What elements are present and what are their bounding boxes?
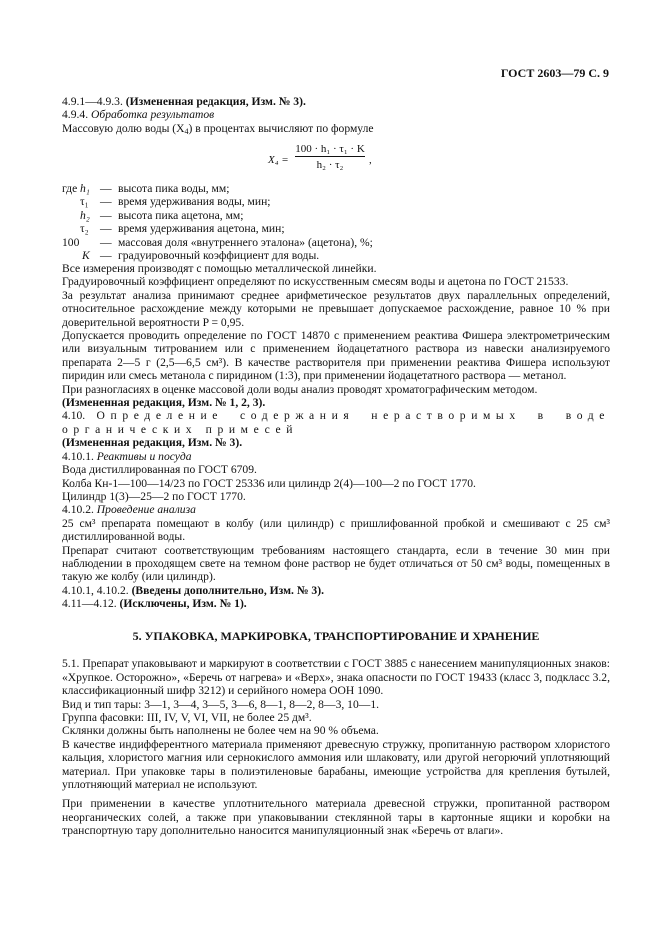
definition-row: 100 — массовая доля «внутреннего эталона» (ацетона), %; <box>62 235 373 249</box>
fraction-line <box>295 156 365 157</box>
where-label: где <box>62 182 78 195</box>
body-text <box>62 262 610 611</box>
section-title: 5. УПАКОВКА, МАРКИРОВКА, ТРАНСПОРТИРОВАНИЕ И ХРАНЕНИЕ <box>132 629 540 643</box>
clause-4-10: 4.10. Определение содержания нерастворимых в воде органических примесей <box>62 409 610 436</box>
formula <box>268 143 388 183</box>
paragraph: 5.1. Препарат упаковывают и маркируют в соответствии с ГОСТ 3885 с нанесением манипуляционных знаков: «Хрупкое. Осторожно», «Беречь от нагрева» и «Верх», знака опасности по ГОСТ 19433 (класс 3, подкласс 3.2, классификационный шифр 3212) и серийного номера ООН 1090. <box>62 657 610 698</box>
formula-intro: Массовую долю воды $(X_4)$ в процентах вычисляют по формуле <box>62 121 374 136</box>
amendment-note: (Измененная редакция, Изм. № 3). <box>62 436 243 450</box>
formula-numerator: 100 · h₁ · τ₁ · K <box>295 143 365 155</box>
definition-row: где h₁ — высота пика воды, мм; <box>62 182 230 195</box>
formula-comma: , <box>369 154 372 166</box>
top-block <box>62 95 610 135</box>
paragraph: 25 см³ препарата помещают в колбу (или цилиндр) с пришлифованной пробкой и смешивают с 25 см³ дистиллированной воды. <box>62 516 610 544</box>
paragraph: Допускается проводить определение по ГОСТ 14870 с применением реактива Фишера электрометрическим или визуальным титрованием или с применением йодацетатного раствора из навески анализируемого препарата 2—5 г (2,5—6,5 см³). В качестве растворителя при применении реактива Фишера используют пиридин или смесь метанола с пиридином (1:3), при применении йодацетатного раствора — метанол. <box>62 329 610 383</box>
paragraph: При разногласиях в оценке массовой доли воды анализ проводят хроматографическим методом. <box>62 382 538 396</box>
paragraph: Вода дистиллированная по ГОСТ 6709. <box>62 463 257 477</box>
paragraph: Колба Кн-1—100—14/23 по ГОСТ 25336 или цилиндр 2(4)—100—2 по ГОСТ 1770. <box>62 476 476 490</box>
definition-row: τ₂ — время удерживания ацетона, мин; <box>80 222 285 236</box>
definition-row: h₂ — высота пика ацетона, мм; <box>80 208 244 222</box>
definition-row: τ₁ — время удерживания воды, мин; <box>80 195 271 209</box>
clause-note: 4.10.1, 4.10.2. (Введены дополнительно, Изм. № 3). <box>62 583 324 597</box>
clause-note: 4.11—4.12. (Исключены, Изм. № 1). <box>62 597 247 611</box>
paragraph: Все измерения производят с помощью металлической линейки. <box>62 262 377 275</box>
clause-4-10-2: 4.10.2. Проведение анализа <box>62 503 196 517</box>
paragraph: Вид и тип тары: 3—1, 3—4, 3—5, 3—6, 8—1, 8—2, 8—3, 10—1. <box>62 697 380 711</box>
clause-4-9-1: 4.9.1—4.9.3. (Измененная редакция, Изм. № 3). <box>62 95 306 108</box>
paragraph: За результат анализа принимают среднее арифметическое результатов двух параллельных определений, относительное расхождение между которыми не превышает допускаемое расхождение, равное 10 % при доверительной вероятности P = 0,95. <box>62 288 610 329</box>
paragraph: Склянки должны быть наполнены не более чем на 90 % объема. <box>62 724 379 738</box>
paragraph: Цилиндр 1(3)—25—2 по ГОСТ 1770. <box>62 489 246 503</box>
paragraph: Препарат считают соответствующим требованиям настоящего стандарта, если в течение 30 мин при наблюдении в проходящем свете на темном фоне раствор не будет отличаться от 50 см³ воды, помещенных в такую же колбу (или цилиндр). <box>62 543 610 584</box>
formula-denominator: h₂ · τ₂ <box>316 159 344 171</box>
clause-4-10-1: 4.10.1. Реактивы и посуда <box>62 449 192 463</box>
definitions <box>62 182 602 262</box>
paragraph: В качестве индифферентного материала применяют древесную стружку, пропитанную раствором хлористого кальция, хлористого магния или сернокислого аммония или шлаковату, или другой негорючий уплотняющий материал. При упаковке тары в полиэтиленовые барабаны, имеющие устройства для крепления бутылей, уплотняющий материал не используют. <box>62 737 610 792</box>
page-header: ГОСТ 2603—79 С. 9 <box>500 66 609 80</box>
section-5 <box>62 630 610 838</box>
definition-row: K — градуировочный коэффициент для воды. <box>82 248 320 262</box>
amendment-note: (Измененная редакция, Изм. № 1, 2, 3). <box>62 396 266 410</box>
paragraph: Градуировочный коэффициент определяют по искусственным смесям воды и ацетона по ГОСТ 21533. <box>62 275 569 289</box>
paragraph: Группа фасовки: III, IV, V, VI, VII, не более 25 дм³. <box>62 711 312 725</box>
paragraph: При применении в качестве уплотнительного материала древесной стружки, пропитанной раствором неорганических солей, а также при упаковывании стеклянной тары в картонные ящики и коробки на транспортную тару дополнительно наносится манипуляционный знак «Беречь от влаги». <box>62 797 610 838</box>
formula-lhs: X₄ = <box>268 154 289 166</box>
clause-4-9-4: 4.9.4. Обработка результатов <box>62 108 215 122</box>
